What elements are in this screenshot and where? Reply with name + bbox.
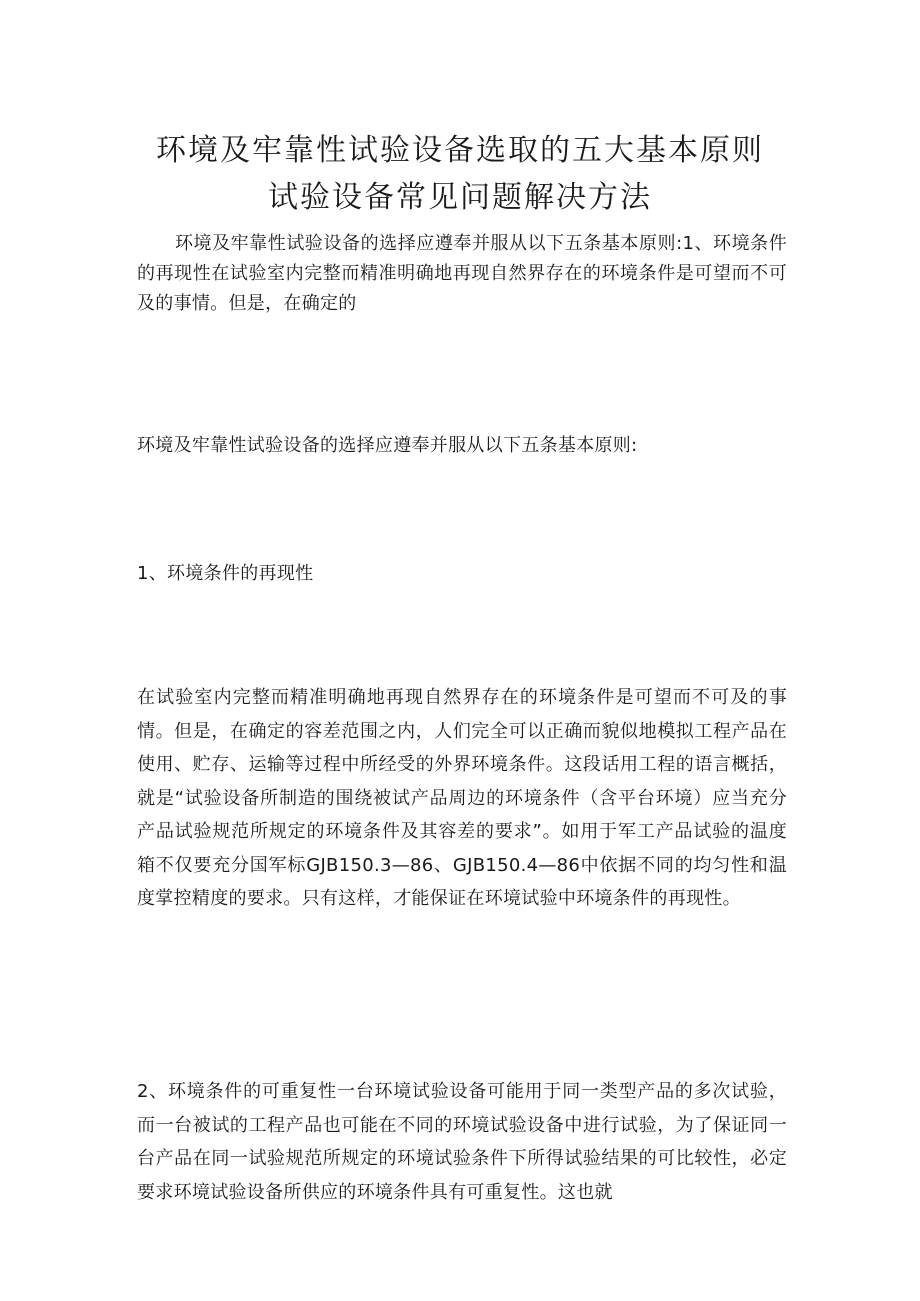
document-title-line-2: 试验设备常见问题解决方法 <box>268 179 652 215</box>
section-2-body: 2、环境条件的可重复性一台环境试验设备可能用于同一类型产品的多次试验，而一台被试的工程产品也可能在不同的环境试验设备中进行试验，为了保证同一台产品在同一试验规范所规定的环境试验条件下所得试验结果的可比较性，必定要求环境试验设备所供应的环境条件具有可重复性。这也就 <box>137 1081 787 1203</box>
principles-heading: 环境及牢靠性试验设备的选择应遵奉并服从以下五条基本原则: <box>137 435 638 456</box>
document-title-line-1: 环境及牢靠性试验设备选取的五大基本原则 <box>156 133 764 169</box>
section-1-body: 在试验室内完整而精准明确地再现自然界存在的环境条件是可望而不可及的事情。但是，在确定的容差范围之内，人们完全可以正确而貌似地模拟工程产品在使用、贮存、运输等过程中所经受的外界环境条件。这段话用工程的语言概括，就是“试验设备所制造的围绕被试产品周边的环境条件（含平台环境）应当充分产品试验规范所规定的环境条件及其容差的要求”。如用于军工产品试验的温度箱不仅要充分国军标GJB150.3—86、GJB150.4—86中依据不同的均匀性和温度掌控精度的要求。只有这样，才能保证在环境试验中环境条件的再现性。 <box>137 687 787 909</box>
intro-paragraph: 环境及牢靠性试验设备的选择应遵奉并服从以下五条基本原则:1、环境条件的再现性在试验室内完整而精准明确地再现自然界存在的环境条件是可望而不可及的事情。但是，在确定的 <box>137 233 787 314</box>
section-1-heading: 1、环境条件的再现性 <box>137 563 314 584</box>
